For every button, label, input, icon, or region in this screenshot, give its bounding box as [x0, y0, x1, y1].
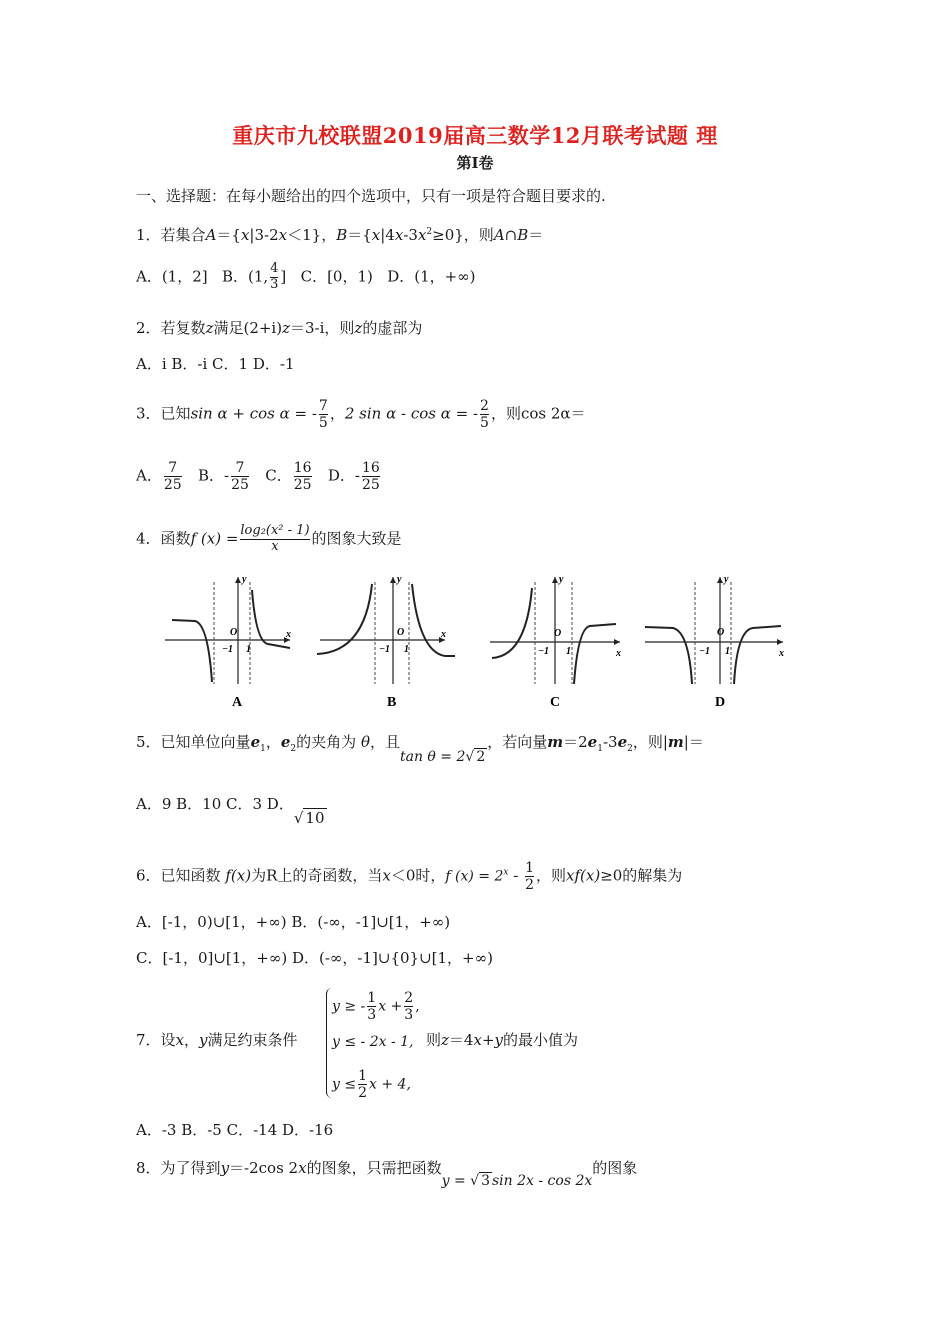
constraint-1: y ≥ - $\frac{1}{3}$ x + $\frac{2}{3}$ , — [332, 990, 420, 1024]
question-5: 5．已知单位向量$e_1$，$e_2$的夹角为 θ，且tan θ = 2√ 2，若向量$m=2e_1-3e_2$，则|m|＝ — [136, 733, 704, 765]
question-3-options: A． $\frac{7}{25}$ B．- $\frac{7}{25}$ C． $\frac{16}{25}$ D．- $\frac{16}{25}$ — [136, 460, 380, 494]
graph-b-x-label: x — [441, 629, 446, 640]
graph-a-neg1: −1 — [222, 644, 234, 655]
graph-b-y-label: y — [397, 574, 402, 585]
graph-a — [165, 574, 291, 710]
question-8: 8．为了得到y＝-2cos 2x的图象，只需把函数y = √ 3 sin 2x - cos 2x的图象 — [136, 1159, 638, 1189]
graph-c-neg1: −1 — [538, 646, 550, 657]
graph-b-label: B — [387, 695, 397, 710]
question-2: 2．若复数z满足(2+i)z＝3-i，则z的虚部为 — [136, 319, 423, 337]
graph-b-origin: O — [397, 627, 405, 638]
question-7-options: A．-3 B．-5 C．-14 D．-16 — [136, 1121, 334, 1139]
graph-c-y-label: y — [559, 574, 564, 585]
question-6-options-row-1: A．[-1，0)∪[1，+∞) B．(-∞，-1]∪[1，+∞) — [136, 913, 451, 931]
question-6-options-row-2: C．[-1，0]∪[1，+∞) D．(-∞，-1]∪{0}∪[1，+∞) — [136, 949, 493, 967]
question-4: 4．函数f (x) = $\frac{\text{log₂(x² - 1)}}{x}$ 的图象大致是 — [136, 523, 402, 554]
graph-c-label: C — [550, 695, 561, 710]
graph-d-origin: O — [717, 627, 725, 638]
constraint-2: y ≤ - 2x - 1, — [332, 1034, 414, 1050]
graph-a-y-label: y — [242, 574, 247, 585]
graph-c-origin: O — [554, 628, 562, 639]
graph-a-pos1: 1 — [246, 644, 251, 655]
graph-d-x-label: x — [779, 648, 784, 659]
question-7-lead: 7．设x，y满足约束条件 — [136, 1031, 298, 1049]
graph-b — [317, 574, 455, 710]
section-heading: 一、选择题：在每小题给出的四个选项中，只有一项是符合题目要求的. — [136, 187, 606, 205]
graph-c-x-label: x — [616, 648, 621, 659]
graph-a-x-label: x — [286, 629, 291, 640]
paper-subtitle: 第I卷 — [456, 154, 494, 172]
graph-d-label: D — [715, 695, 726, 710]
graph-d-y-label: y — [724, 574, 729, 585]
graph-c — [490, 574, 621, 710]
question-7-tail: 则z＝4x+y的最小值为 — [426, 1031, 579, 1049]
question-3: 3．已知sin α + cos α = - $\frac{7}{5}$ ，2 sin α - cos α = - $\frac{2}{5}$ ，则cos 2α＝ — [136, 398, 586, 432]
question-1: 1．若集合A＝{x|3-2x＜1}，$B=\{x|4x-3x^2\ge 0\}$，则A∩B＝ — [136, 226, 544, 244]
question-5-options: A．9 B．10 C．3 D．√ 10 — [136, 795, 325, 827]
graph-b-neg1: −1 — [379, 644, 391, 655]
graph-a-origin: O — [230, 627, 238, 638]
question-1-options: A．(1，2] B．(1, $\frac{4}{3}$ ] C．[0，1) D．(1，+∞) — [136, 261, 476, 292]
graph-c-pos1: 1 — [566, 646, 571, 657]
graph-d-pos1: 1 — [725, 646, 730, 657]
constraint-3: y ≤ $\frac{1}{2}$ x + 4, — [332, 1068, 411, 1102]
question-2-options: A．i B．-i C．1 D．-1 — [136, 355, 295, 373]
question-6: 6．已知函数 f(x)为R上的奇函数，当x＜0时，f $(x) = 2^x$ - $\frac{1}{2}$ ，则xf(x)≥0的解集为 — [136, 860, 683, 894]
graph-d-neg1: −1 — [699, 646, 711, 657]
graph-d — [645, 574, 784, 710]
graph-b-pos1: 1 — [404, 644, 409, 655]
paper-title: 重庆市九校联盟2019届高三数学12月联考试题 理 — [232, 123, 718, 148]
function-graphs — [160, 572, 790, 712]
graph-a-label: A — [232, 695, 243, 710]
